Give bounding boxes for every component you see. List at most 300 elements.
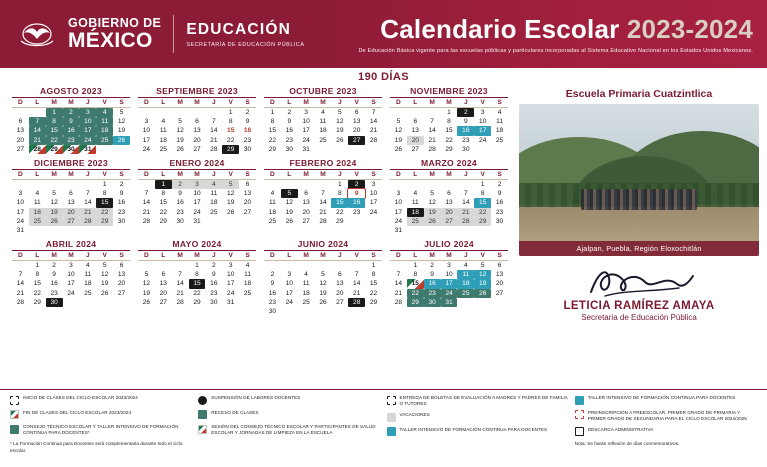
day-cell[interactable]: 29 bbox=[46, 145, 63, 154]
day-cell[interactable]: 5 bbox=[396, 118, 401, 126]
day-cell[interactable]: 7 bbox=[29, 117, 46, 126]
day-cell[interactable]: 28 bbox=[176, 298, 184, 306]
day-cell[interactable]: 1 bbox=[270, 109, 275, 116]
day-cell[interactable]: 29 bbox=[336, 217, 344, 225]
day-cell[interactable]: 23 bbox=[268, 298, 277, 306]
day-cell[interactable]: 24 bbox=[227, 289, 235, 297]
day-cell[interactable]: 18 bbox=[407, 208, 424, 217]
day-cell[interactable]: 16 bbox=[348, 198, 365, 207]
day-cell[interactable]: 9 bbox=[119, 190, 124, 198]
day-cell[interactable]: 30 bbox=[462, 145, 470, 153]
day-cell[interactable]: 19 bbox=[394, 136, 403, 144]
day-cell[interactable]: 24 bbox=[67, 289, 75, 297]
day-cell[interactable]: 23 bbox=[210, 289, 218, 297]
day-cell[interactable]: 10 bbox=[227, 271, 235, 279]
day-cell[interactable]: 16 bbox=[243, 127, 252, 135]
day-cell[interactable]: 1 bbox=[338, 180, 342, 188]
day-cell[interactable]: 22 bbox=[227, 136, 235, 144]
day-cell[interactable]: 15 bbox=[445, 127, 453, 135]
day-cell[interactable]: 17 bbox=[67, 280, 75, 288]
day-cell[interactable]: 11 bbox=[496, 118, 503, 126]
day-cell[interactable]: 5 bbox=[222, 180, 239, 189]
day-cell[interactable]: 10 bbox=[445, 271, 453, 279]
day-cell[interactable]: 19 bbox=[336, 127, 344, 135]
day-cell[interactable]: 18 bbox=[457, 279, 474, 288]
day-cell[interactable]: 18 bbox=[96, 126, 113, 135]
day-cell[interactable]: 25 bbox=[29, 217, 46, 226]
day-cell[interactable]: 21 bbox=[394, 289, 403, 297]
day-cell[interactable]: 5 bbox=[480, 262, 485, 270]
day-cell[interactable]: 14 bbox=[16, 280, 25, 288]
day-cell[interactable]: 11 bbox=[33, 199, 41, 207]
day-cell[interactable]: 6 bbox=[447, 190, 451, 198]
day-cell[interactable]: 8 bbox=[46, 117, 63, 126]
day-cell[interactable]: 22 bbox=[46, 136, 63, 145]
day-cell[interactable]: 29 bbox=[445, 145, 453, 153]
day-cell[interactable]: 5 bbox=[430, 190, 434, 198]
day-cell[interactable]: 14 bbox=[428, 127, 436, 135]
day-cell[interactable]: 21 bbox=[369, 127, 378, 135]
day-cell[interactable]: 10 bbox=[479, 118, 487, 126]
day-cell[interactable]: 24 bbox=[441, 289, 458, 298]
day-cell[interactable]: 26 bbox=[424, 217, 441, 226]
day-cell[interactable]: 9 bbox=[245, 118, 250, 126]
day-cell[interactable]: 8 bbox=[195, 271, 199, 279]
day-cell[interactable]: 13 bbox=[16, 127, 25, 135]
day-cell[interactable]: 29 bbox=[407, 298, 424, 307]
day-cell[interactable]: 15 bbox=[46, 126, 63, 135]
day-cell[interactable]: 6 bbox=[195, 118, 199, 126]
day-cell[interactable]: 4 bbox=[270, 190, 275, 198]
day-cell[interactable]: 4 bbox=[161, 118, 166, 126]
day-cell[interactable]: 26 bbox=[285, 217, 293, 225]
day-cell[interactable]: 20 bbox=[407, 136, 424, 145]
day-cell[interactable]: 6 bbox=[413, 118, 418, 126]
day-cell[interactable]: 9 bbox=[430, 271, 434, 279]
day-cell[interactable]: 7 bbox=[321, 190, 325, 198]
day-cell[interactable]: 9 bbox=[348, 189, 365, 198]
day-cell[interactable]: 4 bbox=[464, 262, 468, 270]
day-cell[interactable]: 18 bbox=[29, 208, 46, 217]
day-cell[interactable]: 27 bbox=[243, 208, 252, 216]
day-cell[interactable]: 25 bbox=[243, 289, 252, 297]
day-cell[interactable]: 28 bbox=[394, 298, 403, 306]
day-cell[interactable]: 17 bbox=[285, 289, 293, 297]
day-cell[interactable]: 1 bbox=[195, 262, 199, 270]
day-cell[interactable]: 29 bbox=[474, 217, 491, 226]
day-cell[interactable]: 24 bbox=[369, 208, 378, 216]
day-cell[interactable]: 20 bbox=[193, 136, 201, 144]
day-cell[interactable]: 28 bbox=[210, 145, 218, 153]
day-cell[interactable]: 20 bbox=[336, 289, 344, 297]
day-cell[interactable]: 31 bbox=[394, 226, 403, 234]
day-cell[interactable]: 30 bbox=[243, 145, 252, 153]
day-cell[interactable]: 14 bbox=[29, 126, 46, 135]
day-cell[interactable]: 13 bbox=[243, 190, 252, 198]
day-cell[interactable]: 23 bbox=[50, 289, 58, 297]
day-cell[interactable]: 18 bbox=[319, 127, 327, 135]
day-cell[interactable]: 11 bbox=[411, 199, 419, 207]
day-cell[interactable]: 12 bbox=[394, 127, 403, 135]
day-cell[interactable]: 29 bbox=[33, 298, 41, 306]
day-cell[interactable]: 1 bbox=[413, 262, 418, 270]
day-cell[interactable]: 17 bbox=[142, 136, 151, 144]
day-cell[interactable]: 25 bbox=[268, 217, 277, 225]
day-cell[interactable]: 2 bbox=[63, 108, 80, 117]
day-cell[interactable]: 8 bbox=[102, 190, 107, 198]
day-cell[interactable]: 7 bbox=[430, 118, 434, 126]
day-cell[interactable]: 13 bbox=[336, 280, 344, 288]
day-cell[interactable]: 27 bbox=[336, 298, 344, 306]
day-cell[interactable]: 25 bbox=[96, 136, 113, 145]
day-cell[interactable]: 11 bbox=[159, 127, 167, 135]
day-cell[interactable]: 13 bbox=[302, 199, 310, 207]
day-cell[interactable]: 21 bbox=[210, 136, 218, 144]
day-cell[interactable]: 21 bbox=[16, 289, 25, 297]
day-cell[interactable]: 3 bbox=[396, 190, 401, 198]
day-cell[interactable]: 19 bbox=[319, 289, 327, 297]
day-cell[interactable]: 15 bbox=[268, 127, 277, 135]
day-cell[interactable]: 28 bbox=[79, 217, 96, 226]
day-cell[interactable]: 28 bbox=[16, 298, 25, 306]
day-cell[interactable]: 18 bbox=[159, 136, 167, 144]
day-cell[interactable]: 7 bbox=[86, 190, 90, 198]
day-cell[interactable]: 4 bbox=[86, 262, 90, 270]
day-cell[interactable]: 27 bbox=[302, 217, 310, 225]
day-cell[interactable]: 18 bbox=[210, 199, 218, 207]
day-cell[interactable]: 13 bbox=[159, 280, 167, 288]
day-cell[interactable]: 18 bbox=[495, 127, 504, 135]
day-cell[interactable]: 14 bbox=[84, 199, 92, 207]
day-cell[interactable]: 24 bbox=[285, 298, 293, 306]
day-cell[interactable]: 23 bbox=[176, 208, 184, 216]
day-cell[interactable]: 3 bbox=[69, 262, 73, 270]
day-cell[interactable]: 2 bbox=[348, 180, 365, 189]
day-cell[interactable]: 10 bbox=[394, 199, 403, 207]
day-cell[interactable]: 25 bbox=[407, 217, 424, 226]
day-cell[interactable]: 22 bbox=[159, 208, 167, 216]
day-cell[interactable]: 22 bbox=[474, 208, 491, 217]
day-cell[interactable]: 31 bbox=[193, 217, 201, 225]
day-cell[interactable]: 27 bbox=[495, 289, 504, 297]
day-cell[interactable]: 6 bbox=[304, 190, 308, 198]
day-cell[interactable]: 19 bbox=[176, 136, 184, 144]
day-cell[interactable]: 2 bbox=[270, 271, 275, 279]
day-cell[interactable]: 6 bbox=[497, 262, 502, 270]
day-cell[interactable]: 2 bbox=[52, 262, 56, 270]
day-cell[interactable]: 17 bbox=[474, 126, 491, 135]
day-cell[interactable]: 16 bbox=[457, 126, 474, 135]
day-cell[interactable]: 9 bbox=[497, 190, 502, 198]
day-cell[interactable]: 5 bbox=[102, 262, 107, 270]
day-cell[interactable]: 12 bbox=[336, 118, 344, 126]
day-cell[interactable]: 13 bbox=[411, 127, 419, 135]
day-cell[interactable]: 13 bbox=[353, 118, 361, 126]
day-cell[interactable]: 26 bbox=[474, 289, 491, 298]
day-cell[interactable]: 28 bbox=[142, 217, 151, 225]
day-cell[interactable]: 19 bbox=[227, 199, 235, 207]
day-cell[interactable]: 6 bbox=[354, 109, 359, 116]
day-cell[interactable]: 12 bbox=[428, 199, 436, 207]
day-cell[interactable]: 18 bbox=[268, 208, 277, 216]
day-cell[interactable]: 20 bbox=[16, 136, 25, 144]
day-cell[interactable]: 15 bbox=[474, 198, 491, 207]
day-cell[interactable]: 12 bbox=[142, 280, 151, 288]
day-cell[interactable]: 7 bbox=[464, 190, 468, 198]
day-cell[interactable]: 11 bbox=[319, 118, 327, 126]
day-cell[interactable]: 2 bbox=[172, 180, 189, 189]
day-cell[interactable]: 12 bbox=[117, 118, 126, 126]
day-cell[interactable]: 12 bbox=[101, 271, 109, 279]
day-cell[interactable]: 22 bbox=[407, 289, 424, 298]
day-cell[interactable]: 26 bbox=[336, 136, 344, 144]
day-cell[interactable]: 20 bbox=[495, 280, 504, 288]
day-cell[interactable]: 17 bbox=[394, 208, 403, 216]
day-cell[interactable]: 16 bbox=[285, 127, 293, 135]
day-cell[interactable]: 6 bbox=[119, 262, 124, 270]
day-cell[interactable]: 26 bbox=[46, 217, 63, 226]
day-cell[interactable]: 14 bbox=[353, 280, 361, 288]
day-cell[interactable]: 9 bbox=[464, 118, 468, 126]
day-cell[interactable]: 30 bbox=[268, 308, 277, 315]
day-cell[interactable]: 22 bbox=[268, 136, 277, 144]
day-cell[interactable]: 2 bbox=[430, 262, 434, 270]
day-cell[interactable]: 26 bbox=[101, 289, 109, 297]
day-cell[interactable]: 1 bbox=[228, 109, 233, 116]
day-cell[interactable]: 26 bbox=[394, 145, 403, 153]
day-cell[interactable]: 16 bbox=[117, 199, 126, 207]
day-cell[interactable]: 14 bbox=[210, 127, 218, 135]
day-cell[interactable]: 16 bbox=[268, 289, 277, 297]
day-cell[interactable]: 9 bbox=[287, 118, 292, 126]
day-cell[interactable]: 19 bbox=[117, 127, 126, 135]
day-cell[interactable]: 6 bbox=[338, 271, 342, 279]
day-cell[interactable]: 13 bbox=[67, 199, 75, 207]
day-cell[interactable]: 24 bbox=[142, 145, 151, 153]
day-cell[interactable]: 4 bbox=[413, 190, 418, 198]
day-cell[interactable]: 24 bbox=[193, 208, 201, 216]
day-cell[interactable]: 11 bbox=[84, 271, 92, 279]
day-cell[interactable]: 14 bbox=[462, 199, 470, 207]
day-cell[interactable]: 21 bbox=[319, 208, 327, 216]
day-cell[interactable]: 28 bbox=[428, 145, 436, 153]
day-cell[interactable]: 23 bbox=[353, 208, 361, 216]
day-cell[interactable]: 23 bbox=[285, 136, 293, 144]
day-cell[interactable]: 14 bbox=[319, 199, 327, 207]
day-cell[interactable]: 3 bbox=[18, 190, 23, 198]
day-cell[interactable]: 25 bbox=[457, 289, 474, 298]
day-cell[interactable]: 2 bbox=[287, 109, 292, 116]
day-cell[interactable]: 27 bbox=[348, 136, 365, 145]
day-cell[interactable]: 13 bbox=[193, 127, 201, 135]
day-cell[interactable]: 14 bbox=[394, 280, 403, 288]
day-cell[interactable]: 28 bbox=[457, 217, 474, 226]
day-cell[interactable]: 16 bbox=[50, 280, 58, 288]
day-cell[interactable]: 23 bbox=[495, 208, 504, 216]
day-cell[interactable]: 15 bbox=[96, 198, 113, 207]
day-cell[interactable]: 11 bbox=[96, 117, 113, 126]
day-cell[interactable]: 8 bbox=[480, 190, 485, 198]
day-cell[interactable]: 22 bbox=[369, 289, 378, 297]
day-cell[interactable]: 31 bbox=[16, 226, 25, 234]
day-cell[interactable]: 10 bbox=[302, 118, 310, 126]
day-cell[interactable]: 29 bbox=[159, 217, 167, 225]
day-cell[interactable]: 9 bbox=[212, 271, 216, 279]
day-cell[interactable]: 22 bbox=[336, 208, 344, 216]
day-cell[interactable]: 6 bbox=[18, 118, 23, 126]
day-cell[interactable]: 31 bbox=[227, 298, 235, 306]
day-cell[interactable]: 26 bbox=[227, 208, 235, 216]
day-cell[interactable]: 14 bbox=[369, 118, 378, 126]
day-cell[interactable]: 23 bbox=[63, 136, 80, 145]
day-cell[interactable]: 22 bbox=[193, 289, 201, 297]
day-cell[interactable]: 7 bbox=[144, 190, 149, 198]
day-cell[interactable]: 19 bbox=[424, 208, 441, 217]
day-cell[interactable]: 10 bbox=[79, 117, 96, 126]
day-cell[interactable]: 2 bbox=[119, 180, 124, 188]
day-cell[interactable]: 21 bbox=[176, 289, 184, 297]
day-cell[interactable]: 30 bbox=[46, 298, 63, 307]
day-cell[interactable]: 20 bbox=[159, 289, 167, 297]
day-cell[interactable]: 16 bbox=[176, 199, 184, 207]
day-cell[interactable]: 20 bbox=[243, 199, 252, 207]
day-cell[interactable]: 4 bbox=[304, 271, 308, 279]
day-cell[interactable]: 15 bbox=[33, 280, 41, 288]
day-cell[interactable]: 20 bbox=[353, 127, 361, 135]
day-cell[interactable]: 14 bbox=[176, 280, 184, 288]
day-cell[interactable]: 15 bbox=[407, 279, 424, 288]
day-cell[interactable]: 17 bbox=[227, 280, 235, 288]
day-cell[interactable]: 30 bbox=[285, 145, 293, 153]
day-cell[interactable]: 3 bbox=[189, 180, 206, 189]
day-cell[interactable]: 21 bbox=[79, 208, 96, 217]
day-cell[interactable]: 5 bbox=[119, 109, 124, 116]
day-cell[interactable]: 15 bbox=[227, 127, 235, 135]
day-cell[interactable]: 12 bbox=[319, 280, 327, 288]
day-cell[interactable]: 17 bbox=[16, 208, 25, 216]
day-cell[interactable]: 7 bbox=[212, 118, 216, 126]
day-cell[interactable]: 28 bbox=[29, 145, 46, 154]
day-cell[interactable]: 25 bbox=[495, 136, 504, 144]
day-cell[interactable]: 3 bbox=[228, 262, 233, 270]
day-cell[interactable]: 12 bbox=[227, 190, 235, 198]
day-cell[interactable]: 5 bbox=[178, 118, 182, 126]
day-cell[interactable]: 9 bbox=[52, 271, 56, 279]
day-cell[interactable]: 25 bbox=[319, 136, 327, 144]
day-cell[interactable]: 9 bbox=[178, 190, 182, 198]
day-cell[interactable]: 17 bbox=[193, 199, 201, 207]
day-cell[interactable]: 7 bbox=[354, 271, 359, 279]
day-cell[interactable]: 12 bbox=[474, 270, 491, 279]
day-cell[interactable]: 7 bbox=[18, 271, 23, 279]
day-cell[interactable]: 17 bbox=[79, 126, 96, 135]
day-cell[interactable]: 19 bbox=[474, 279, 491, 288]
day-cell[interactable]: 10 bbox=[67, 271, 75, 279]
day-cell[interactable]: 26 bbox=[113, 136, 130, 145]
day-cell[interactable]: 16 bbox=[210, 280, 218, 288]
day-cell[interactable]: 8 bbox=[338, 190, 342, 198]
day-cell[interactable]: 7 bbox=[178, 271, 182, 279]
day-cell[interactable]: 15 bbox=[159, 199, 167, 207]
day-cell[interactable]: 29 bbox=[193, 298, 201, 306]
day-cell[interactable]: 2 bbox=[212, 262, 216, 270]
day-cell[interactable]: 31 bbox=[302, 145, 310, 153]
day-cell[interactable]: 21 bbox=[29, 136, 46, 145]
day-cell[interactable]: 24 bbox=[302, 136, 310, 144]
day-cell[interactable]: 19 bbox=[46, 208, 63, 217]
day-cell[interactable]: 3 bbox=[371, 180, 376, 188]
day-cell[interactable]: 8 bbox=[35, 271, 40, 279]
day-cell[interactable]: 26 bbox=[142, 298, 151, 306]
day-cell[interactable]: 1 bbox=[480, 180, 485, 188]
day-cell[interactable]: 28 bbox=[348, 298, 365, 307]
day-cell[interactable]: 5 bbox=[321, 271, 325, 279]
day-cell[interactable]: 30 bbox=[424, 298, 441, 307]
day-cell[interactable]: 1 bbox=[371, 262, 376, 270]
day-cell[interactable]: 3 bbox=[447, 262, 451, 270]
day-cell[interactable]: 20 bbox=[441, 208, 458, 217]
day-cell[interactable]: 6 bbox=[245, 180, 250, 188]
day-cell[interactable]: 10 bbox=[193, 190, 201, 198]
day-cell[interactable]: 25 bbox=[84, 289, 92, 297]
day-cell[interactable]: 14 bbox=[142, 199, 151, 207]
day-cell[interactable]: 11 bbox=[244, 271, 251, 279]
day-cell[interactable]: 25 bbox=[302, 298, 310, 306]
day-cell[interactable]: 19 bbox=[101, 280, 109, 288]
day-cell[interactable]: 19 bbox=[142, 289, 151, 297]
day-cell[interactable]: 12 bbox=[285, 199, 293, 207]
day-cell[interactable]: 4 bbox=[245, 262, 250, 270]
day-cell[interactable]: 17 bbox=[369, 199, 378, 207]
day-cell[interactable]: 17 bbox=[302, 127, 310, 135]
day-cell[interactable]: 27 bbox=[441, 217, 458, 226]
day-cell[interactable]: 21 bbox=[353, 289, 361, 297]
day-cell[interactable]: 1 bbox=[155, 180, 172, 189]
day-cell[interactable]: 1 bbox=[447, 109, 451, 116]
day-cell[interactable]: 31 bbox=[79, 145, 96, 154]
day-cell[interactable]: 9 bbox=[270, 280, 275, 288]
day-cell[interactable]: 4 bbox=[205, 180, 222, 189]
day-cell[interactable]: 1 bbox=[102, 180, 107, 188]
day-cell[interactable]: 8 bbox=[270, 118, 275, 126]
day-cell[interactable]: 1 bbox=[46, 108, 63, 117]
day-cell[interactable]: 22 bbox=[445, 136, 453, 144]
day-cell[interactable]: 31 bbox=[441, 298, 458, 307]
day-cell[interactable]: 29 bbox=[222, 145, 239, 154]
day-cell[interactable]: 17 bbox=[441, 279, 458, 288]
day-cell[interactable]: 11 bbox=[302, 280, 310, 288]
day-cell[interactable]: 27 bbox=[63, 217, 80, 226]
day-cell[interactable]: 18 bbox=[84, 280, 92, 288]
day-cell[interactable]: 3 bbox=[304, 109, 308, 116]
day-cell[interactable]: 27 bbox=[193, 145, 201, 153]
day-cell[interactable]: 3 bbox=[480, 109, 485, 116]
day-cell[interactable]: 7 bbox=[396, 271, 401, 279]
day-cell[interactable]: 22 bbox=[96, 208, 113, 217]
day-cell[interactable]: 5 bbox=[281, 189, 298, 198]
day-cell[interactable]: 8 bbox=[413, 271, 418, 279]
day-cell[interactable]: 25 bbox=[210, 208, 218, 216]
day-cell[interactable]: 27 bbox=[411, 145, 419, 153]
day-cell[interactable]: 26 bbox=[176, 145, 184, 153]
day-cell[interactable]: 12 bbox=[50, 199, 58, 207]
day-cell[interactable]: 20 bbox=[117, 280, 126, 288]
day-cell[interactable]: 27 bbox=[117, 289, 126, 297]
day-cell[interactable]: 8 bbox=[371, 271, 376, 279]
day-cell[interactable]: 4 bbox=[497, 109, 502, 116]
day-cell[interactable]: 1 bbox=[35, 262, 40, 270]
day-cell[interactable]: 12 bbox=[176, 127, 184, 135]
